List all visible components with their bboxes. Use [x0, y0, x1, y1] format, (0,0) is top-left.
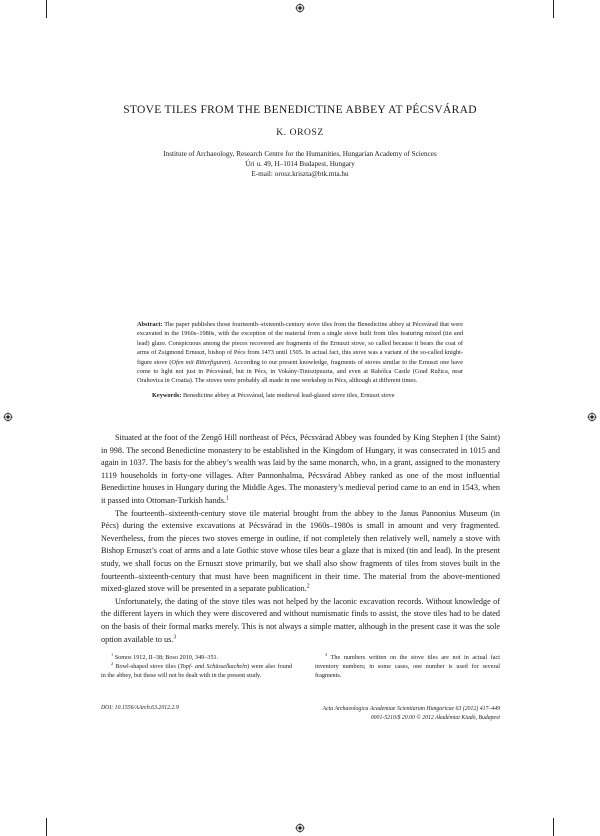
- footnotes-right-column: [315, 653, 500, 681]
- doi[interactable]: DOI: 10.1556/AArch.63.2012.2.9: [101, 705, 179, 711]
- footnote-number: 1: [111, 651, 114, 657]
- registration-mark-top: [295, 3, 305, 13]
- registration-mark-left: [3, 412, 13, 422]
- abstract-text: The paper publishes those fourteenth–sixteenth-century stove tiles from the Benedictine abbey at Pécsvárad that were excavated in the 1960s–1980s, with the exception of the material from a single stove built from tiles featuring mixed (tin and lead) glaze. Conspicuous among the pieces recovered are fragments of the Ernuszt stove, so called because it bears the coat of arms of Zsigmond Ernuszt, bishop of Pécs from 1473 until 1505. In actual fact, this stove was a variant of the so-called knight-figure stove (: [137, 321, 464, 366]
- article-title: STOVE TILES FROM THE BENEDICTINE ABBEY AT PÉCSVÁRAD: [123, 104, 477, 116]
- footnote: $^2$ Bowl-shaped stove tiles (Topf- and Schüsselkacheln) were also found in the abbey, but these will not be dealt with in the present study.: [101, 661, 293, 680]
- crop-mark: [46, 818, 47, 836]
- crop-mark: [553, 818, 554, 836]
- keywords-label: Keywords:: [152, 392, 182, 399]
- body-text: [101, 432, 500, 646]
- affiliation-email[interactable]: E-mail: orosz.kriszta@btk.mta.hu: [251, 170, 349, 178]
- footnotes-left-column: [101, 653, 292, 681]
- footnote: $^3$ The numbers written on the stove tiles are not in actual fact inventory numbers; in some cases, one number is used for several fragments.: [315, 651, 501, 680]
- body-paragraph: The fourteenth–sixteenth-century stove tile material brought from the abbey to the Janus Pannonius Museum (in Pécs) during the extensive excavations at Pécsvárad in the 1960s–1980s is small in amount and very fragmented. Nevertheless, from the pieces two stoves emerge in outline, if not completely then relatively well, namely a stove with Bishop Ernuszt’s coat of arms and a late Gothic stove whose tiles bear a glaze that is mixed (tin and lead). In the present study, we shall focus on the Ernuszt stove primarily, but we shall also show fragments of tiles from stoves built in the fourteenth–sixteenth-century that must have been magnificent in their time. The material from the above-mentioned mixed-glazed stove will be presented in a separate publication.$^2$: [101, 508, 500, 594]
- registration-mark-right: [587, 412, 597, 422]
- keywords-text: Benedictine abbey at Pécsvárad, late medieval lead-glazed stove tiles, Ernuszt stove: [182, 392, 395, 399]
- affiliation-institute: Institute of Archaeology, Research Centre for the Humanities, Hungarian Academy of Sciences: [163, 150, 437, 158]
- footnote-ref[interactable]: 2: [306, 583, 310, 590]
- keywords: [152, 391, 464, 400]
- footnote: $^1$ Somos 1912, II–38; Boso 2010, 349–351.: [111, 651, 219, 661]
- footnote-number: 2: [111, 661, 114, 667]
- footnote-number: 3: [325, 651, 328, 657]
- abstract-text-continued: ). According to our present knowledge, fragments of stoves similar to the Ernuszt one have come to light not just in Pécsvárad, but in Pécs, in Vokány-Tiniszipuszta, and even at Rahólca Castle (Grad Ružica, near Orahovica in Croatia). The stoves were probably all made in one workshop in Pécs, although at different times.: [137, 358, 463, 385]
- crop-mark: [553, 0, 554, 18]
- journal-info: [300, 705, 500, 722]
- registration-mark-bottom: [295, 823, 305, 833]
- body-paragraph: Unfortunately, the dating of the stove tiles was not helped by the laconic excavation records. Without knowledge of the different layers in which they were discovered and without numismatic finds to assist, the stove tiles had to be dated on the basis of their formal marks merely. This is not always a simple matter, although in the present case it was the sole option available to us.$^3$: [101, 596, 500, 644]
- issn-copyright: 0001-5210/$ 20.00 © 2012 Akadémiai Kiadó, Budapest: [370, 714, 500, 721]
- abstract-italic: Ofen mit Ritterfiguren: [171, 358, 228, 366]
- author-name: K. OROSZ: [276, 128, 324, 138]
- footnote-ref[interactable]: 1: [226, 495, 229, 502]
- abstract-label: Abstract:: [137, 321, 163, 328]
- affiliation-address: Úri u. 49, H–1014 Budapest, Hungary: [245, 160, 355, 168]
- abstract: [137, 320, 463, 386]
- body-paragraph: Situated at the foot of the Zengő Hill northeast of Pécs, Pécsvárad Abbey was founded by King Stephen I (the Saint) in 998. The second Benedictine monastery to be established in the Kingdom of Hungary, it was consecrated in 1015 and again in 1037. The basis for the abbey’s wealth was laid by the same monarch, who, in a grant, assigned to the monastery 1119 households in forty-one villages. After Pannonhalma, Pécsvárad Abbey ranked as one of the most influential Benedictine houses in Hungary during the Middle Ages. The monastery’s medieval period came to an end in 1543, when it passed into Ottoman-Turkish hands.$^1$: [101, 433, 500, 505]
- journal-citation: Acta Archaeologica Academiae Scientiarum Hungaricae 63 (2012) 417–449: [322, 706, 500, 712]
- footnote-ref[interactable]: 3: [173, 633, 177, 640]
- crop-mark: [46, 0, 47, 18]
